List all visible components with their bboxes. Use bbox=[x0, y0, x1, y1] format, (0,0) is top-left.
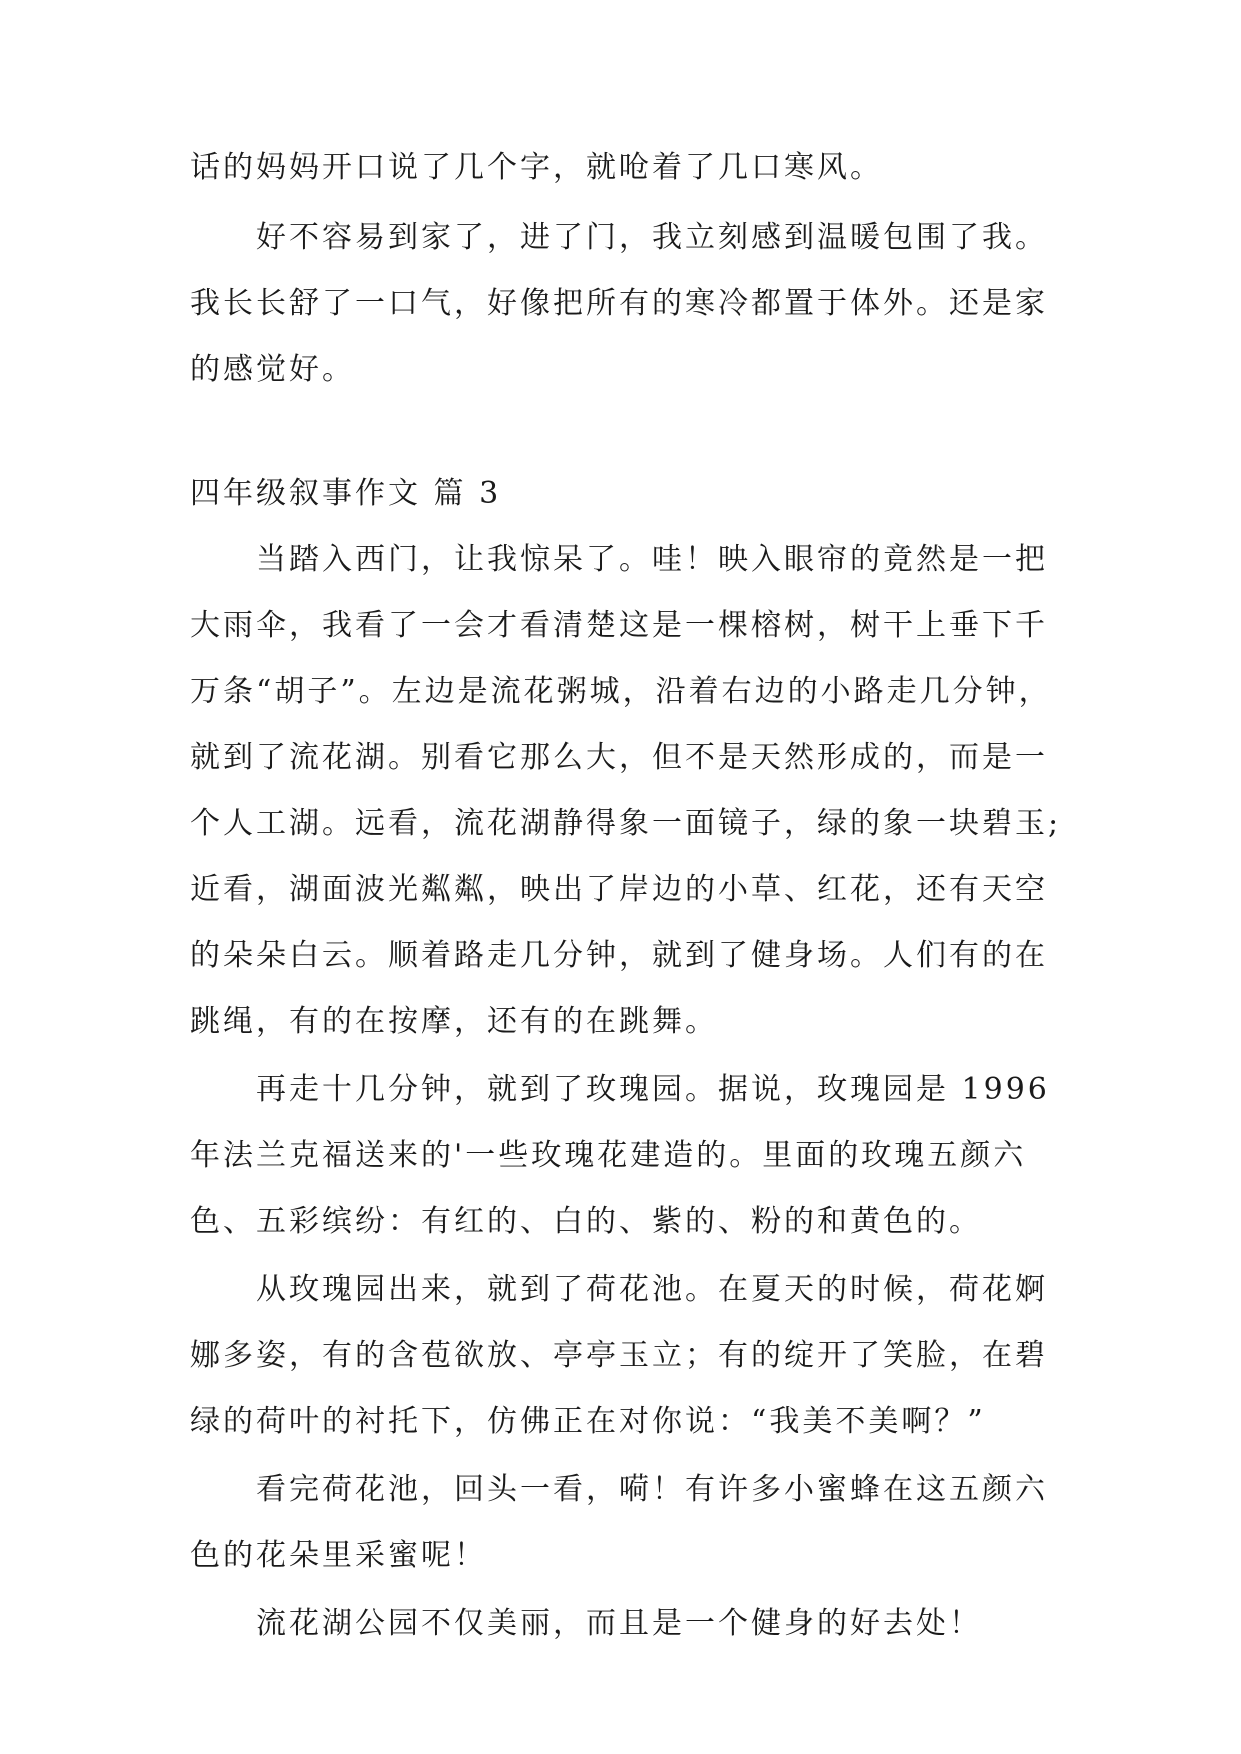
paragraph-line: 大雨伞，我看了一会才看清楚这是一棵榕树，树干上垂下千 bbox=[190, 608, 1048, 643]
paragraph-line: 娜多姿，有的含苞欲放、亭亭玉立；有的绽开了笑脸，在碧 bbox=[190, 1338, 1048, 1373]
paragraph-line: 就到了流花湖。别看它那么大，但不是天然形成的，而是一 bbox=[190, 740, 1048, 775]
paragraph-line: 话的妈妈开口说了几个字，就呛着了几口寒风。 bbox=[190, 150, 883, 185]
paragraph-line: 绿的荷叶的衬托下，仿佛正在对你说：“我美不美啊？” bbox=[190, 1404, 986, 1439]
paragraph-line: 的朵朵白云。顺着路走几分钟，就到了健身场。人们有的在 bbox=[190, 938, 1048, 973]
paragraph-line: 个人工湖。远看，流花湖静得象一面镜子，绿的象一块碧玉; bbox=[190, 806, 1062, 841]
paragraph-line: 当踏入西门，让我惊呆了。哇！映入眼帘的竟然是一把 bbox=[256, 542, 1048, 577]
paragraph-line: 跳绳，有的在按摩，还有的在跳舞。 bbox=[190, 1004, 718, 1039]
paragraph-line: 好不容易到家了，进了门，我立刻感到温暖包围了我。 bbox=[256, 220, 1048, 255]
paragraph-line: 流花湖公园不仅美丽，而且是一个健身的好去处！ bbox=[256, 1606, 982, 1641]
paragraph-line: 看完荷花池，回头一看，嗬！有许多小蜜蜂在这五颜六 bbox=[256, 1472, 1048, 1507]
paragraph-line: 再走十几分钟，就到了玫瑰园。据说，玫瑰园是 1996 bbox=[256, 1072, 1050, 1107]
paragraph-line: 近看，湖面波光粼粼，映出了岸边的小草、红花，还有天空 bbox=[190, 872, 1048, 907]
paragraph-line: 万条“胡子”。左边是流花粥城，沿着右边的小路走几分钟， bbox=[190, 674, 1052, 709]
paragraph-line: 的感觉好。 bbox=[190, 352, 355, 387]
paragraph-line: 色、五彩缤纷：有红的、白的、紫的、粉的和黄色的。 bbox=[190, 1204, 982, 1239]
paragraph-line: 从玫瑰园出来，就到了荷花池。在夏天的时候，荷花婀 bbox=[256, 1272, 1048, 1307]
paragraph-line: 年法兰克福送来的'一些玫瑰花建造的。里面的玫瑰五颜六 bbox=[190, 1138, 1027, 1173]
paragraph-line: 我长长舒了一口气，好像把所有的寒冷都置于体外。还是家 bbox=[190, 286, 1048, 321]
paragraph-line: 色的花朵里采蜜呢！ bbox=[190, 1538, 487, 1573]
section-title: 四年级叙事作文 篇 3 bbox=[190, 476, 502, 511]
